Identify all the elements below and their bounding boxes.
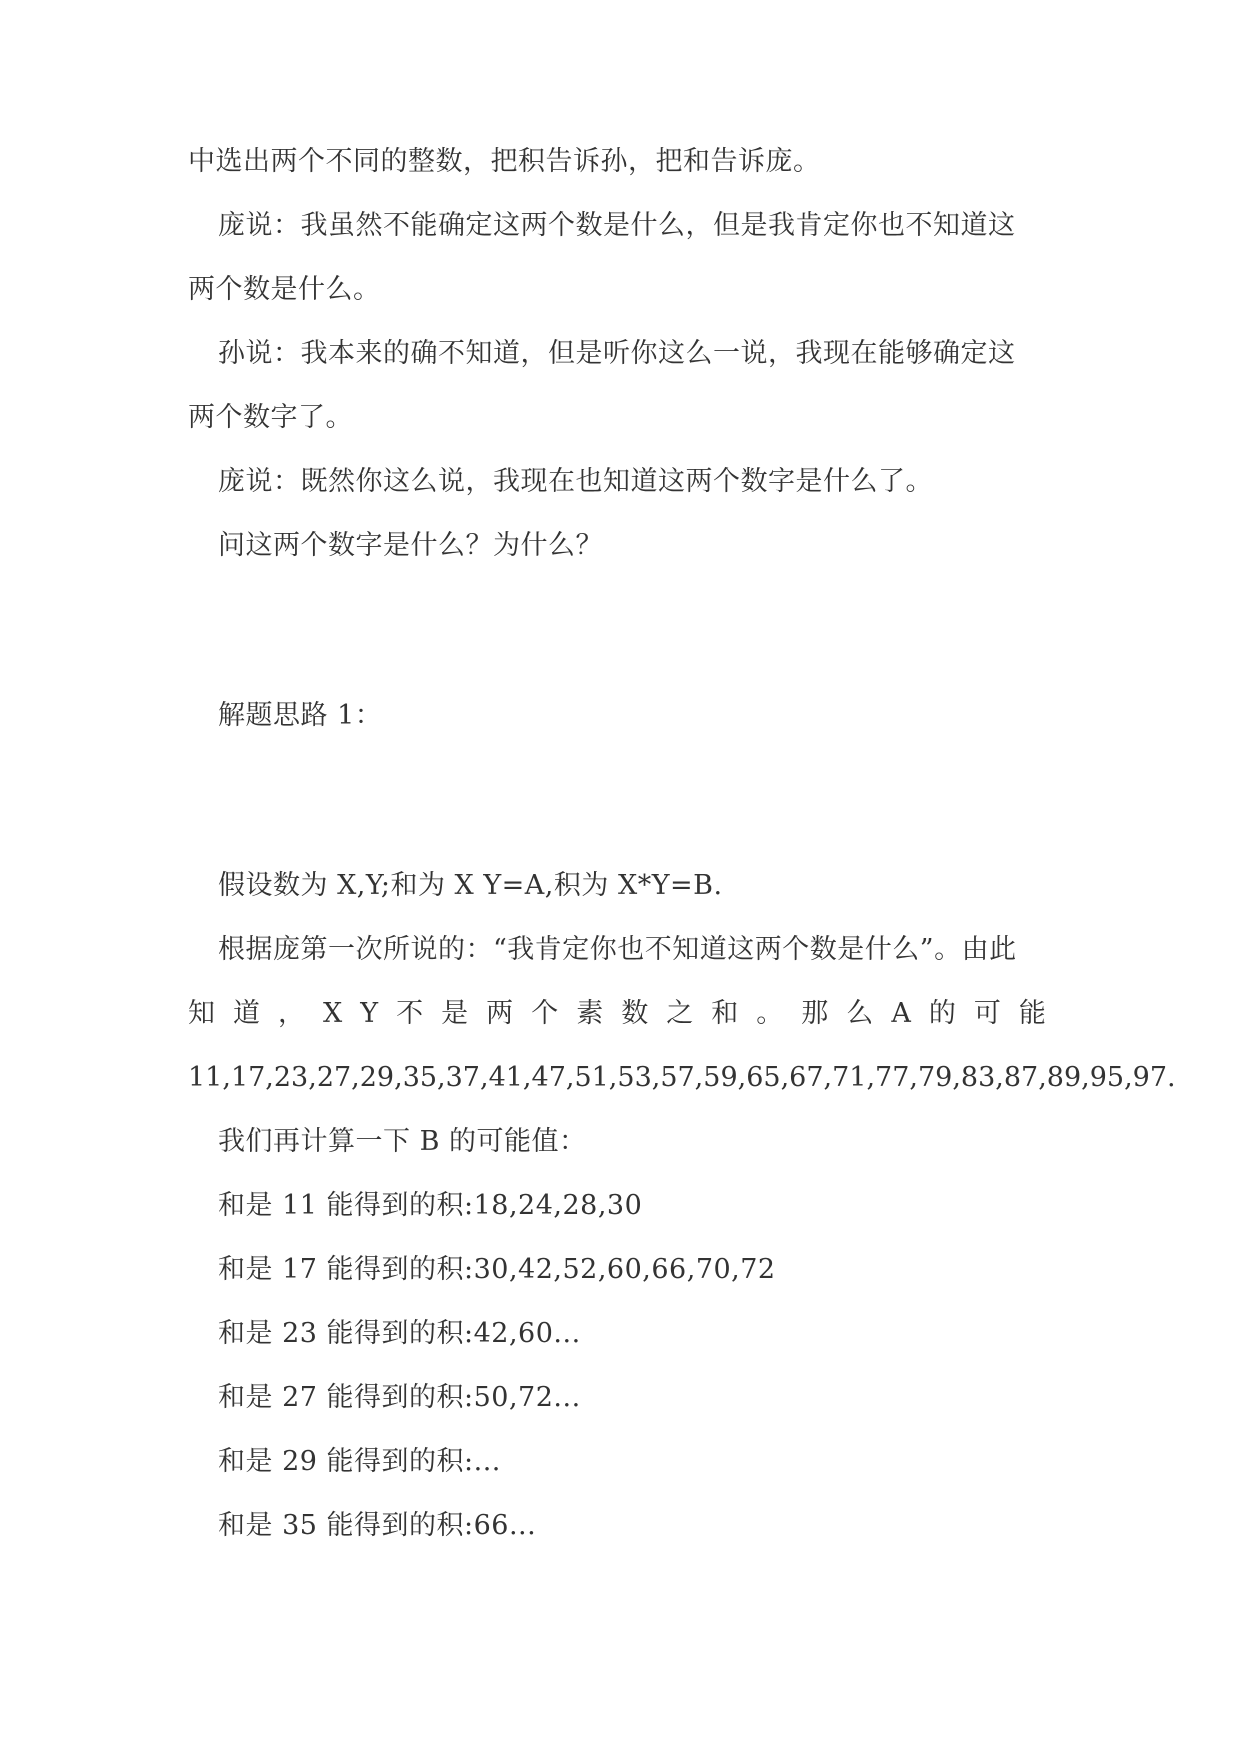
paragraph-line: 两个数是什么。 <box>188 274 381 305</box>
justified-char: 道 <box>233 998 261 1029</box>
paragraph-line: 孙说：我本来的确不知道，但是听你这么一说，我现在能够确定这 <box>218 338 1016 369</box>
justified-char: 两 <box>486 998 514 1029</box>
justified-char: 知 <box>188 998 215 1029</box>
justified-char: 是 <box>441 998 469 1029</box>
justified-char: 数 <box>621 998 649 1029</box>
list-item: 和是 17 能得到的积:30,42,52,60,66,70,72 <box>218 1254 776 1285</box>
list-item: 和是 23 能得到的积:42,60... <box>218 1318 581 1349</box>
paragraph-line: 中选出两个不同的整数，把积告诉孙，把和告诉庞。 <box>188 146 821 177</box>
justified-char: 和 <box>711 998 739 1029</box>
list-item: 和是 29 能得到的积:... <box>218 1446 501 1477</box>
list-item: 和是 35 能得到的积:66... <box>218 1510 537 1541</box>
paragraph-line: 问这两个数字是什么？为什么？ <box>218 530 603 561</box>
justified-char: ， <box>278 998 306 1029</box>
paragraph-line: 两个数字了。 <box>188 402 353 433</box>
section-heading: 解题思路 1： <box>218 700 383 731</box>
paragraph-line: 我们再计算一下 B 的可能值： <box>218 1126 587 1157</box>
justified-char: 个 <box>531 998 559 1029</box>
paragraph-line: 庞说：既然你这么说，我现在也知道这两个数字是什么了。 <box>218 466 933 497</box>
paragraph-line: 11,17,23,27,29,35,37,41,47,51,53,57,59,65,67,71,77,79,83,87,89,95,97. <box>188 1062 1176 1093</box>
justified-char: A <box>891 998 911 1029</box>
justified-line <box>188 996 1046 1032</box>
paragraph-line: 庞说：我虽然不能确定这两个数是什么，但是我肯定你也不知道这 <box>218 210 1016 241</box>
justified-char: 么 <box>846 998 874 1029</box>
justified-char: Y <box>360 998 379 1029</box>
justified-char: 那 <box>801 998 829 1029</box>
list-item: 和是 27 能得到的积:50,72... <box>218 1382 581 1413</box>
justified-char: 素 <box>576 998 604 1029</box>
justified-char: 之 <box>666 998 694 1029</box>
justified-char: X <box>323 998 343 1029</box>
justified-char: 可 <box>973 998 1001 1029</box>
justified-char: 。 <box>756 998 784 1029</box>
justified-char: 能 <box>1018 998 1046 1029</box>
paragraph-line: 假设数为 X,Y;和为 X Y=A,积为 X*Y=B. <box>218 870 723 901</box>
list-item: 和是 11 能得到的积:18,24,28,30 <box>218 1190 643 1221</box>
paragraph-line: 根据庞第一次所说的：“我肯定你也不知道这两个数是什么”。由此 <box>218 934 1017 965</box>
justified-char: 的 <box>928 998 956 1029</box>
justified-char: 不 <box>396 998 424 1029</box>
